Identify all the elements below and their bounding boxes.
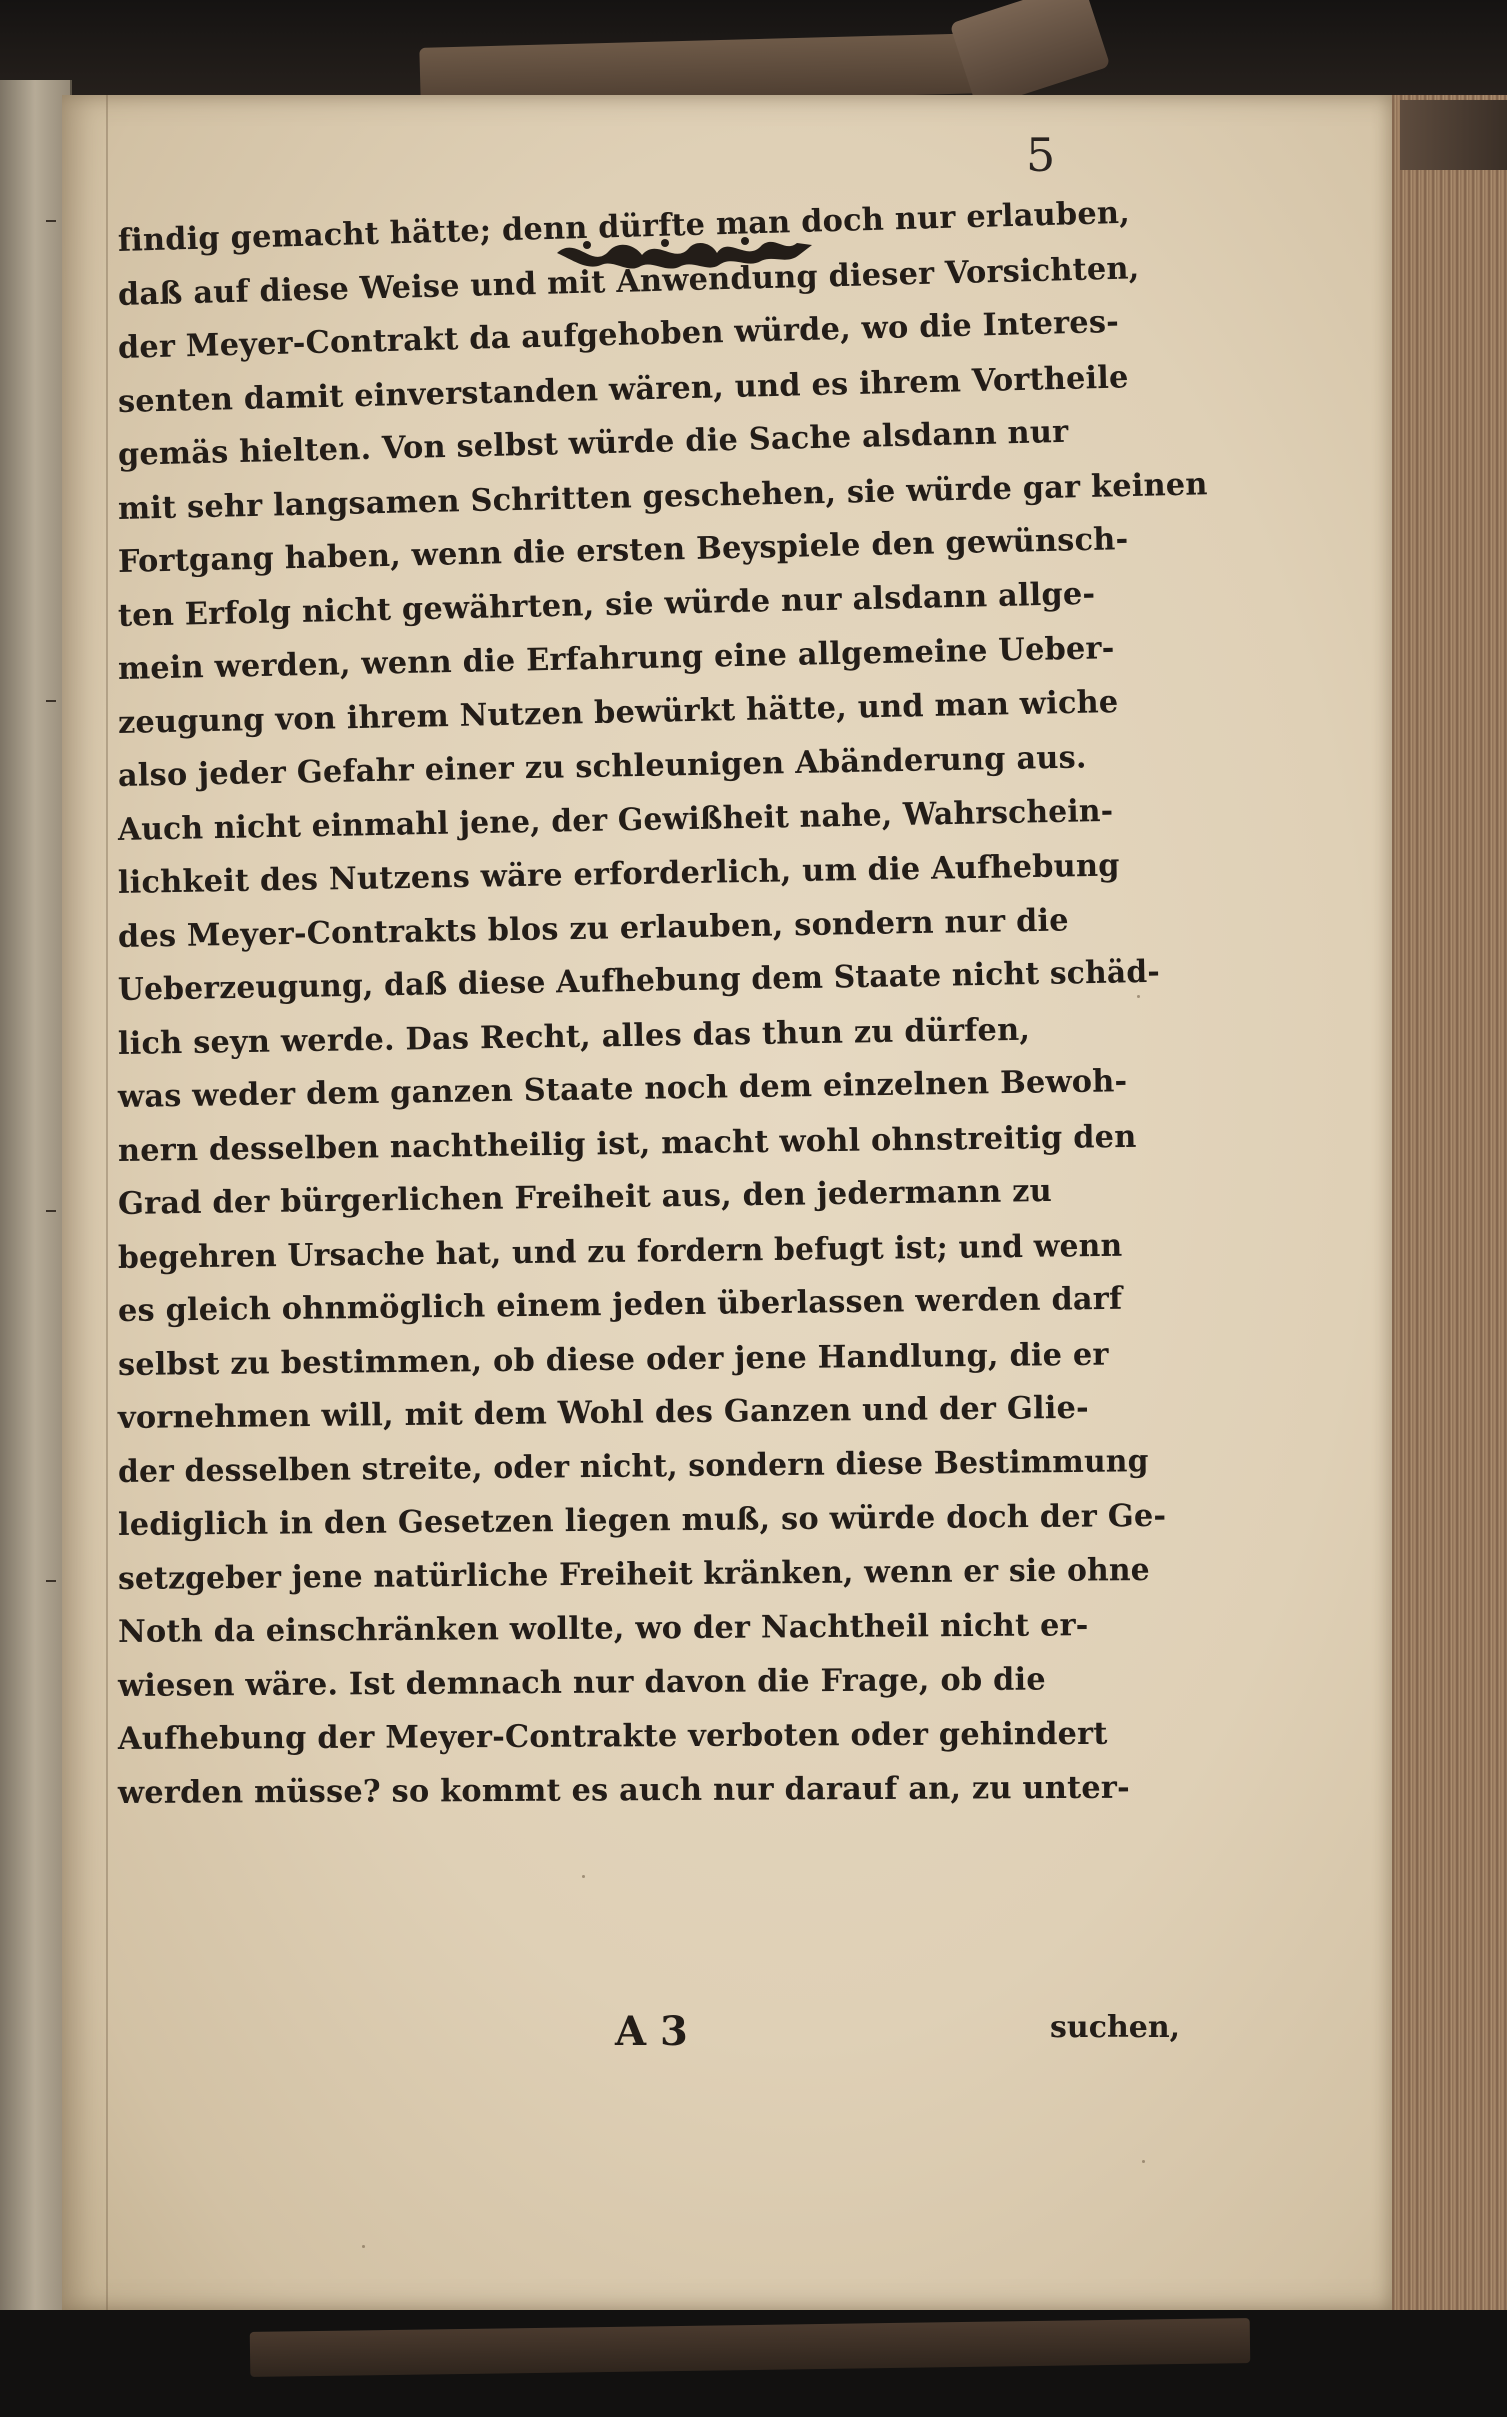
text-line: begehren Ursache hat, und zu fordern befugt ist; und wenn bbox=[117, 1227, 1123, 1276]
text-line: zeugung von ihrem Nutzen bewürkt hätte, und man wiche bbox=[117, 683, 1119, 741]
paper-speck bbox=[1142, 2160, 1145, 2163]
signature-mark: A 3 bbox=[615, 2008, 688, 2055]
edge-mark bbox=[46, 700, 56, 702]
text-line: setzgeber jene natürliche Freiheit kränken, wenn er sie ohne bbox=[117, 1551, 1150, 1597]
text-line: lich seyn werde. Das Recht, alles das thun zu dürfen, bbox=[117, 1011, 1031, 1062]
text-line: ten Erfolg nicht gewährten, sie würde nur alsdann allge- bbox=[117, 575, 1096, 634]
page-number: 5 bbox=[1026, 128, 1056, 182]
text-line: Aufhebung der Meyer-Contrakte verboten oder gehindert bbox=[117, 1715, 1108, 1757]
text-line: Auch nicht einmahl jene, der Gewißheit nahe, Wahrschein- bbox=[117, 792, 1114, 848]
edge-mark bbox=[46, 1210, 56, 1212]
paper-speck bbox=[362, 2245, 365, 2248]
text-line: der Meyer-Contrakt da aufgehoben würde, wo die Interes- bbox=[117, 303, 1120, 366]
edge-mark bbox=[46, 1580, 56, 1582]
text-line: des Meyer-Contrakts blos zu erlauben, sondern nur die bbox=[117, 901, 1070, 955]
text-line: gemäs hielten. Von selbst würde die Sache alsdann nur bbox=[117, 413, 1069, 473]
edge-mark bbox=[46, 220, 56, 222]
text-line: daß auf diese Weise und mit Anwendung dieser Vorsichten, bbox=[117, 249, 1140, 313]
text-line: lediglich in den Gesetzen liegen muß, so würde doch der Ge- bbox=[117, 1497, 1167, 1543]
text-line: lichkeit des Nutzens wäre erforderlich, um die Aufhebung bbox=[117, 847, 1120, 901]
text-line: Ueberzeugung, daß diese Aufhebung dem Staate nicht schäd- bbox=[117, 953, 1161, 1008]
text-line: selbst zu bestimmen, ob diese oder jene Handlung, die er bbox=[117, 1336, 1109, 1383]
text-line: es gleich ohnmöglich einem jeden überlassen werden darf bbox=[117, 1280, 1123, 1329]
text-line: mit sehr langsamen Schritten geschehen, sie würde gar keinen bbox=[117, 465, 1209, 527]
text-line: mein werden, wenn die Erfahrung eine allgemeine Ueber- bbox=[117, 630, 1115, 687]
text-line: Noth da einschränken wollte, wo der Nachtheil nicht er- bbox=[117, 1607, 1089, 1650]
text-line: also jeder Gefahr einer zu schleunigen Abänderung aus. bbox=[117, 739, 1087, 794]
catchword: suchen, bbox=[1050, 2010, 1181, 2045]
text-line: findig gemacht hätte; denn dürfte man doch nur erlauben, bbox=[117, 194, 1131, 259]
text-line: wiesen wäre. Ist demnach nur davon die Frage, ob die bbox=[117, 1661, 1046, 1704]
body-text bbox=[117, 194, 1209, 1820]
text-line: werden müsse? so kommt es auch nur darauf an, zu unter- bbox=[117, 1769, 1130, 1811]
text-line: was weder dem ganzen Staate noch dem einzelnen Bewoh- bbox=[117, 1063, 1128, 1115]
text-line: Grad der bürgerlichen Freiheit aus, den jedermann zu bbox=[117, 1172, 1053, 1222]
text-line: Fortgang haben, wenn die ersten Beyspiele den gewünsch- bbox=[117, 521, 1129, 580]
book-cover-corner bbox=[1400, 100, 1507, 170]
paper-speck bbox=[582, 1875, 585, 1878]
text-line: der desselben streite, oder nicht, sondern diese Bestimmung bbox=[117, 1442, 1149, 1490]
text-line: vornehmen will, mit dem Wohl des Ganzen und der Glie- bbox=[117, 1389, 1090, 1436]
book-fore-edge bbox=[1385, 95, 1507, 2310]
text-line: senten damit einverstanden wären, und es ihrem Vortheile bbox=[117, 358, 1129, 420]
text-line: nern desselben nachtheilig ist, macht wohl ohnstreitig den bbox=[117, 1118, 1137, 1169]
gutter-line bbox=[106, 95, 108, 2310]
